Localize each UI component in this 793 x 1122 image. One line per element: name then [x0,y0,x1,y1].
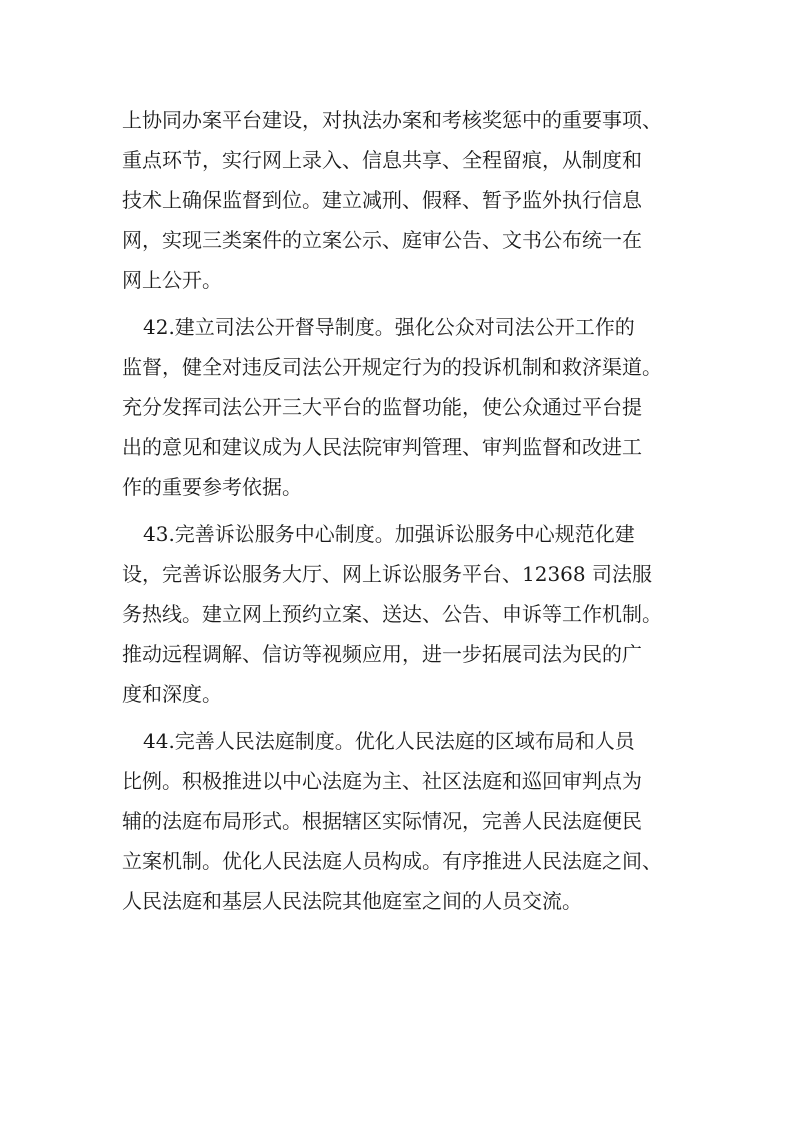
body-text-line: 作的重要参考依据。 [122,475,302,499]
body-text-line: 度和深度。 [122,682,222,706]
section-43-heading-line: 43.完善诉讼服务中心制度。加强诉讼服务中心规范化建 [143,522,635,546]
body-text-line: 辅的法庭布局形式。根据辖区实际情况，完善人民法庭便民 [122,809,642,833]
body-text-line: 立案机制。优化人民法庭人员构成。有序推进人民法庭之间、 [122,849,662,873]
body-text-line: 上协同办案平台建设，对执法办案和考核奖惩中的重要事项、 [122,108,662,132]
body-text-line: 人民法庭和基层人民法院其他庭室之间的人员交流。 [122,889,582,913]
body-text-line: 务热线。建立网上预约立案、送达、公告、申诉等工作机制。 [122,602,662,626]
body-text-line: 出的意见和建议成为人民法院审判管理、审判监督和改进工 [122,435,642,459]
body-text-line: 监督，健全对违反司法公开规定行为的投诉机制和救济渠道。 [122,355,662,379]
body-text-line: 网上公开。 [122,268,222,292]
body-text-line: 比例。积极推进以中心法庭为主、社区法庭和巡回审判点为 [122,769,642,793]
section-42-heading-line: 42.建立司法公开督导制度。强化公众对司法公开工作的 [143,315,635,339]
body-text-line: 推动远程调解、信访等视频应用，进一步拓展司法为民的广 [122,642,642,666]
body-text-line: 重点环节，实行网上录入、信息共享、全程留痕，从制度和 [122,148,642,172]
body-text-line: 网，实现三类案件的立案公示、庭审公告、文书公布统一在 [122,228,642,252]
body-text-line: 充分发挥司法公开三大平台的监督功能，使公众通过平台提 [122,395,642,419]
section-44-heading-line: 44.完善人民法庭制度。优化人民法庭的区域布局和人员 [143,729,635,753]
body-text-line: 技术上确保监督到位。建立减刑、假释、暂予监外执行信息 [122,188,642,212]
body-text-line: 设，完善诉讼服务大厅、网上诉讼服务平台、12368 司法服 [122,562,652,586]
